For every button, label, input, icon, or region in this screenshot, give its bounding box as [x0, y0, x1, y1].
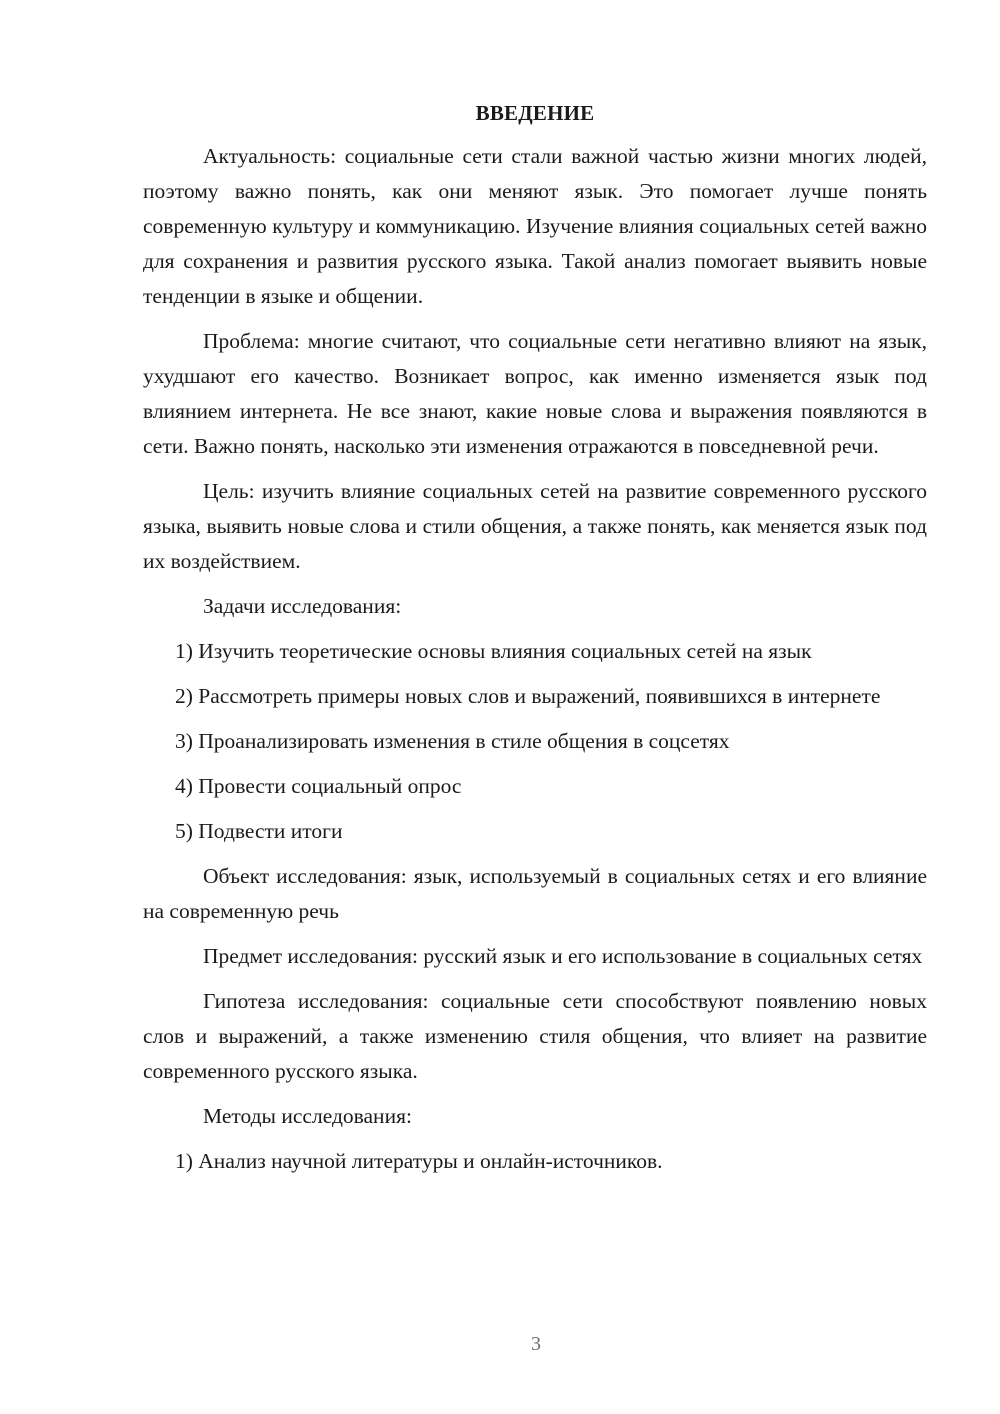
page-content: [143, 96, 927, 1189]
paragraph-goal: Цель: изучить влияние социальных сетей на развитие современного русского языка, выявить новые слова и стили общения, а также понять, как меняется язык под их воздействием.: [143, 479, 927, 573]
paragraph-hypothesis: Гипотеза исследования: социальные сети способствуют появлению новых слов и выражений, а также изменению стиля общения, что влияет на развитие современного русского языка.: [143, 989, 927, 1083]
page-number: 3: [531, 1333, 541, 1355]
list-item-task-5: 5) Подвести итоги: [175, 819, 343, 843]
list-item-task-4: 4) Провести социальный опрос: [175, 774, 462, 798]
paragraph-methods-heading: Методы исследования:: [203, 1104, 412, 1128]
list-item-task-3: 3) Проанализировать изменения в стиле общения в соцсетях: [175, 729, 730, 753]
paragraph-subject: Предмет исследования: русский язык и его использование в социальных сетях: [203, 944, 923, 968]
paragraph-tasks-heading: Задачи исследования:: [203, 594, 402, 618]
list-item-task-1: 1) Изучить теоретические основы влияния социальных сетей на язык: [175, 639, 812, 663]
section-heading: ВВЕДЕНИЕ: [475, 101, 595, 125]
list-item-method-1: 1) Анализ научной литературы и онлайн-источников.: [175, 1149, 663, 1173]
paragraph-problem: Проблема: многие считают, что социальные сети негативно влияют на язык, ухудшают его качество. Возникает вопрос, как именно изменяется язык под влиянием интернета. Не все знают, какие новые слова и выражения появляются в сети. Важно понять, насколько эти изменения отражаются в повседневной речи.: [143, 329, 927, 458]
list-item-task-2: 2) Рассмотреть примеры новых слов и выражений, появившихся в интернете: [175, 684, 881, 708]
paragraph-object: Объект исследования: язык, используемый в социальных сетях и его влияние на современную речь: [143, 864, 927, 923]
paragraph-relevance: Актуальность: социальные сети стали важной частью жизни многих людей, поэтому важно понять, как они меняют язык. Это помогает лучше понять современную культуру и коммуникацию. Изучение влияния социальных сетей важно для сохранения и развития русского языка. Такой анализ помогает выявить новые тенденции в языке и общении.: [143, 144, 927, 308]
